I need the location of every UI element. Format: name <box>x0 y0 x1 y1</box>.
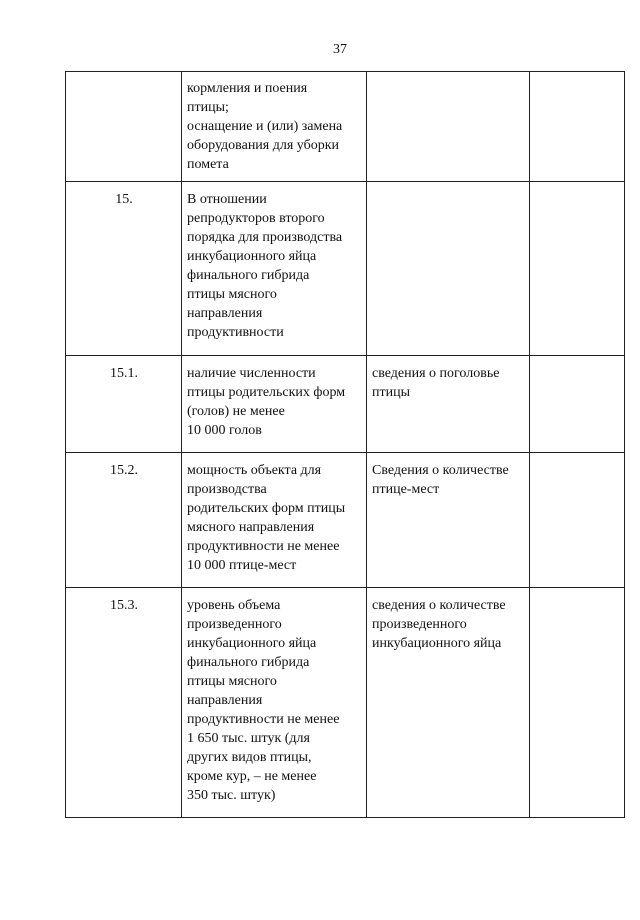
table-row <box>66 356 625 453</box>
documents-cell <box>367 356 530 453</box>
requirement-cell <box>182 588 367 818</box>
requirement-line: оборудования для уборки <box>187 138 340 153</box>
requirement-line: птицы; <box>187 100 229 115</box>
page-number: 37 <box>333 42 347 57</box>
requirement-line: кроме кур, – не менее <box>187 769 317 784</box>
requirement-line: мясного направления <box>187 520 315 535</box>
extra-cell <box>530 588 625 818</box>
requirement-line: инкубационного яйца <box>187 636 317 651</box>
extra-cell <box>530 356 625 453</box>
row-number-cell <box>66 72 182 182</box>
requirement-cell <box>182 453 367 588</box>
requirement-line: помета <box>187 157 229 172</box>
row-number-cell <box>66 182 182 356</box>
extra-cell <box>530 182 625 356</box>
requirement-line: репродукторов второго <box>187 211 325 226</box>
requirement-line: продуктивности не менее <box>187 539 340 554</box>
requirement-line: мощность объекта для <box>187 463 322 478</box>
requirement-line: родительских форм птицы <box>187 501 346 516</box>
documents-cell <box>367 182 530 356</box>
row-number: 15. <box>115 192 133 207</box>
row-number-cell <box>66 356 182 453</box>
requirements-table <box>65 71 625 818</box>
requirement-line: кормления и поения <box>187 81 308 96</box>
documents-line: птице-мест <box>372 482 440 497</box>
table-row <box>66 453 625 588</box>
row-number: 15.2. <box>110 463 138 478</box>
documents-line: птицы <box>372 385 411 400</box>
requirement-line: производства <box>187 482 267 497</box>
requirement-line: птицы мясного <box>187 674 277 689</box>
documents-cell <box>367 72 530 182</box>
requirement-line: В отношении <box>187 192 267 207</box>
requirement-line: 10 000 птице-мест <box>187 558 297 573</box>
requirement-cell <box>182 182 367 356</box>
requirement-line: финального гибрида <box>187 268 310 283</box>
documents-line: Сведения о количестве <box>372 463 509 478</box>
documents-line: инкубационного яйца <box>372 636 502 651</box>
documents-line: произведенного <box>372 617 467 632</box>
row-number: 15.3. <box>110 598 138 613</box>
requirement-line: направления <box>187 693 263 708</box>
requirement-line: 10 000 голов <box>187 423 262 438</box>
requirement-line: 1 650 тыс. штук (для <box>187 731 310 746</box>
requirement-line: (голов) не менее <box>187 404 285 419</box>
documents-line: сведения о поголовье <box>372 366 500 381</box>
table-row <box>66 182 625 356</box>
requirement-line: продуктивности не менее <box>187 712 340 727</box>
requirement-cell <box>182 72 367 182</box>
row-number-cell <box>66 588 182 818</box>
requirement-line: оснащение и (или) замена <box>187 119 343 134</box>
requirement-line: других видов птицы, <box>187 750 312 765</box>
extra-cell <box>530 72 625 182</box>
row-number: 15.1. <box>110 366 138 381</box>
requirement-line: птицы родительских форм <box>187 385 346 400</box>
requirement-cell <box>182 356 367 453</box>
requirement-line: финального гибрида <box>187 655 310 670</box>
documents-cell <box>367 588 530 818</box>
table-row <box>66 588 625 818</box>
documents-cell <box>367 453 530 588</box>
requirement-line: птицы мясного <box>187 287 277 302</box>
requirement-line: инкубационного яйца <box>187 249 317 264</box>
requirement-line: направления <box>187 306 263 321</box>
extra-cell <box>530 453 625 588</box>
requirement-line: уровень объема <box>187 598 281 613</box>
table-row <box>66 72 625 182</box>
requirement-line: 350 тыс. штук) <box>187 788 276 803</box>
requirement-line: произведенного <box>187 617 282 632</box>
requirement-line: наличие численности <box>187 366 316 381</box>
documents-line: сведения о количестве <box>372 598 506 613</box>
row-number-cell <box>66 453 182 588</box>
requirement-line: продуктивности <box>187 325 284 340</box>
requirement-line: порядка для производства <box>187 230 343 245</box>
